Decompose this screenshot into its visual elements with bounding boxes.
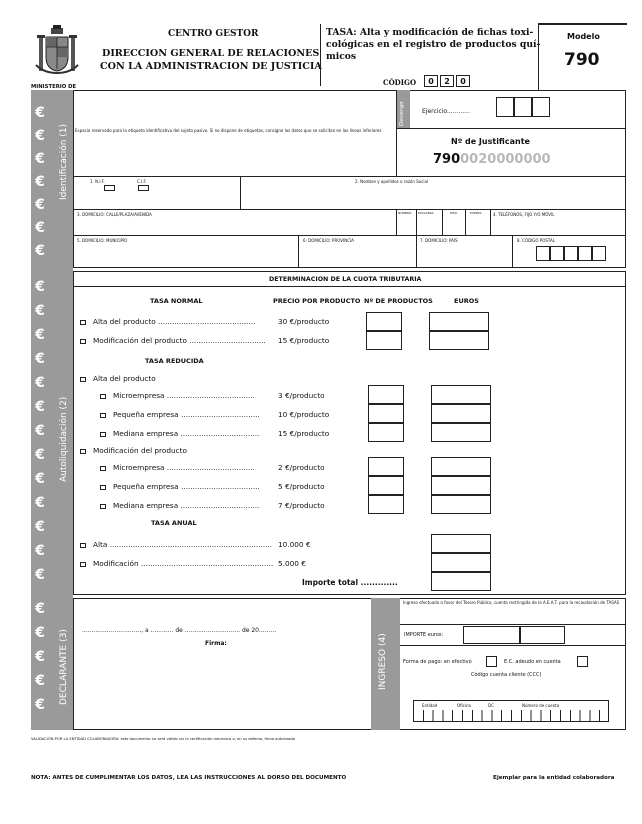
mod-pequena-label: Pequeña empresa .................................. [113,482,260,491]
euro-icon: € [35,151,45,167]
tasa-title-line3: micos [326,51,357,62]
postal-digit-3[interactable] [564,246,578,261]
modificacion-producto-euros-input[interactable] [429,331,489,350]
alta-pequena-checkbox[interactable] [100,413,106,418]
ejercicio-digit-2[interactable] [514,97,532,117]
pais-label: 7. DOMICILIO: PAÍS [420,238,458,243]
modelo-number: 790 [564,50,600,70]
modificacion-producto-num-input[interactable] [366,331,402,350]
justificante-number [433,152,551,167]
reducida-alta-checkbox[interactable] [80,377,86,382]
tasa-title-line1: TASA: Alta y modificación de fichas toxi- [326,27,534,38]
importe-total-label: Importe total ............. [302,578,398,587]
alta-mediana-price: 15 €/producto [278,429,330,438]
postal-digit-5[interactable] [592,246,606,261]
euro-icon: € [35,399,45,415]
alta-pequena-label: Pequeña empresa .................................. [113,410,260,419]
euro-icon: € [35,197,45,213]
anual-mod-checkbox[interactable] [80,562,86,567]
centro-gestor-label: CENTRO GESTOR [168,29,259,39]
justificante-label: Nº de Justificante [451,137,530,146]
ingreso-text: Ingreso efectuado a favor del Tesoro Público, cuenta restringida de la A.E.A.T. para la recaudación de TASAS [403,600,620,605]
alta-mediana-label: Mediana empresa .................................. [113,429,260,438]
anual-mod-price: 5.000 € [278,559,306,568]
alta-micro-label: Microempresa ...................................... [113,391,255,400]
ejercicio-digit-3[interactable] [532,97,550,117]
alta-producto-label: Alta del producto .......................................... [93,317,256,326]
domicilio-piso-label: PISO [450,211,457,215]
ec-adeudo-label: E.C. adeudo en cuenta [504,659,561,665]
euro-icon: € [35,519,45,535]
col-euros: EUROS [454,297,479,305]
coat-of-arms-icon [34,25,80,81]
ccc-dc-label: DC [488,703,494,708]
tasa-title-line2: cológicas en el registro de productos quí- [326,39,541,50]
euro-icon: € [35,447,45,463]
anual-alta-price: 10.000 € [278,540,311,549]
alta-micro-checkbox[interactable] [100,394,106,399]
nombre-label: 2. Nombre y apellidos o razón Social [355,179,429,184]
anual-alta-label: Alta ...................................................................... [93,540,273,549]
col-num-productos: Nº DE PRODUCTOS [364,297,433,305]
euro-icon: € [35,174,45,190]
anual-alta-checkbox[interactable] [80,543,86,548]
tasa-anual-heading: TASA ANUAL [151,519,197,527]
section-label-autoliquidacion: Autoliquidación (2) [59,396,69,482]
tasa-reducida-heading: TASA REDUCIDA [145,357,204,365]
devengo-label: Devengo [399,101,405,126]
alta-mediana-num-input[interactable] [368,423,404,442]
mod-mediana-euros-input[interactable] [431,495,491,514]
mod-pequena-checkbox[interactable] [100,485,106,490]
alta-producto-num-input[interactable] [366,312,402,331]
domicilio-label: 3. DOMICILIO: CALLE/PLAZA/AVENIDA [77,212,152,217]
euro-icon: € [35,351,45,367]
ejercicio-digit-1[interactable] [496,97,514,117]
mod-micro-checkbox[interactable] [100,466,106,471]
nota-text: NOTA: ANTES DE CUMPLIMENTAR LOS DATOS, LEA LAS INSTRUCCIONES AL DORSO DEL DOCUMENTO [31,775,347,781]
alta-mediana-euros-input[interactable] [431,423,491,442]
reducida-mod-checkbox[interactable] [80,449,86,454]
codigo-digit-2: 2 [440,75,454,87]
mod-mediana-num-input[interactable] [368,495,404,514]
anual-mod-euros-input[interactable] [431,553,491,572]
mod-pequena-num-input[interactable] [368,476,404,495]
mod-pequena-price: 5 €/producto [278,482,325,491]
ejercicio-label: Ejercicio............ [422,108,470,115]
alta-producto-checkbox[interactable] [80,320,86,325]
mod-micro-num-input[interactable] [368,457,404,476]
mod-mediana-label: Mediana empresa .................................. [113,501,260,510]
mod-mediana-price: 7 €/producto [278,501,325,510]
ejemplar-text: Ejemplar para la entidad colaboradora [493,775,615,781]
codigo-label: CÓDIGO [383,78,417,87]
alta-micro-price: 3 €/producto [278,391,325,400]
modificacion-producto-checkbox[interactable] [80,339,86,344]
ccc-numero-label: Número de cuenta [522,703,560,708]
municipio-label: 5. DOMICILIO: MUNICIPIO [77,238,128,243]
reducida-mod-label: Modificación del producto [93,446,187,455]
euro-icon: € [35,128,45,144]
alta-pequena-euros-input[interactable] [431,404,491,423]
section-label-ingreso: INGRESO (4) [378,633,388,690]
efectivo-checkbox[interactable] [486,656,497,667]
euro-icon: € [35,543,45,559]
provincia-label: 6. DOMICILIO: PROVINCIA [303,238,354,243]
euro-icon: € [35,105,45,121]
importe-euros-input[interactable] [463,626,520,644]
euro-icon: € [35,327,45,343]
nif-checkbox[interactable] [104,185,115,191]
ccc-digit-grid[interactable] [413,710,609,722]
codigo-digit-1: 0 [424,75,438,87]
mod-micro-label: Microempresa ...................................... [113,463,255,472]
cuota-title: DETERMINACION DE LA CUOTA TRIBUTARIA [269,276,422,283]
euro-icon: € [35,625,45,641]
importe-euros-label: IMPORTE euros: [404,632,444,638]
centro-gestor-name-line1: DIRECCION GENERAL DE RELACIONES [102,48,320,59]
mod-micro-price: 2 €/producto [278,463,325,472]
cif-checkbox[interactable] [138,185,149,191]
justificante-rest: 0020000000 [460,152,551,167]
adeudo-checkbox[interactable] [577,656,588,667]
modificacion-producto-label: Modificación del producto ................................. [93,336,266,345]
postal-digit-2[interactable] [550,246,564,261]
anual-mod-label: Modificación ......................................................... [93,559,274,568]
codigo-digit-3: 0 [456,75,470,87]
mod-pequena-euros-input[interactable] [431,476,491,495]
centro-gestor-name-line2: CON LA ADMINISTRACION DE JUSTICIA [100,61,322,72]
alta-pequena-price: 10 €/producto [278,410,330,419]
domicilio-puerta-label: PUERTA [470,211,482,215]
euro-icon: € [35,673,45,689]
mod-mediana-checkbox[interactable] [100,504,106,509]
col-tasa-normal: TASA NORMAL [150,297,203,305]
domicilio-numero-label: NÚMERO [398,211,412,215]
euro-icon: € [35,375,45,391]
modificacion-producto-price: 15 €/producto [278,336,330,345]
telefonos-label: 4. TELÉFONOS, FIJO Y/O MÓVIL [493,212,555,217]
declarante-firma: Firma: [205,640,227,647]
euro-icon: € [35,423,45,439]
reducida-alta-label: Alta del producto [93,374,156,383]
alta-producto-price: 30 €/producto [278,317,330,326]
euro-icon: € [35,649,45,665]
ccc-entidad-label: Entidad [422,703,438,708]
anual-alta-euros-input[interactable] [431,534,491,553]
section-label-identificacion: Identificación (1) [59,123,69,200]
validacion-text: VALIDACIÓN POR LA ENTIDAD COLABORADORA: este documento no será válido sin la certificación mecánica o, en su defecto, firma autorizada [31,737,295,741]
euro-icon: € [35,567,45,583]
ministerio-label: MINISTERIO DE [31,84,77,90]
nif-label: 1. N.I.F. [90,179,105,184]
section-label-declarante: DECLARANTE (3) [59,629,69,705]
importe-total-input[interactable] [431,572,491,591]
postal-digit-4[interactable] [578,246,592,261]
euro-icon: € [35,471,45,487]
euro-icon: € [35,697,45,713]
postal-digit-1[interactable] [536,246,550,261]
importe-euros-decimal[interactable] [520,626,565,644]
forma-pago-label: Forma de pago: en efectivo [403,659,472,665]
alta-pequena-num-input[interactable] [368,404,404,423]
alta-micro-num-input[interactable] [368,385,404,404]
euro-icon: € [35,601,45,617]
euro-icon: € [35,495,45,511]
euro-icon: € [35,243,45,259]
ccc-oficina-label: Oficina [457,703,471,708]
alta-producto-euros-input[interactable] [429,312,489,331]
modelo-label: Modelo [567,32,600,41]
euro-icon: € [35,220,45,236]
alta-micro-euros-input[interactable] [431,385,491,404]
domicilio-escalera-label: ESCALERA [418,211,434,215]
mod-micro-euros-input[interactable] [431,457,491,476]
ccc-label: Código cuenta cliente (CCC) [471,672,542,678]
euro-icon: € [35,303,45,319]
etiqueta-text: Espacio reservado para la etiqueta identificativa del sujeto pasivo. Si no dispone de etiquetas, consigne los datos que se solicitan en las líneas inferiores [75,128,382,133]
alta-mediana-checkbox[interactable] [100,432,106,437]
cif-label: C.I.F. [137,179,147,184]
col-precio: PRECIO POR PRODUCTO [273,297,361,305]
euro-icon: € [35,279,45,295]
codigo-postal-label: 8. CÓDIGO POSTAL [517,238,556,243]
justificante-prefix: 790 [433,152,461,167]
declarante-fecha: ..............................., a ............ de ............................. de 20......... [82,627,277,634]
